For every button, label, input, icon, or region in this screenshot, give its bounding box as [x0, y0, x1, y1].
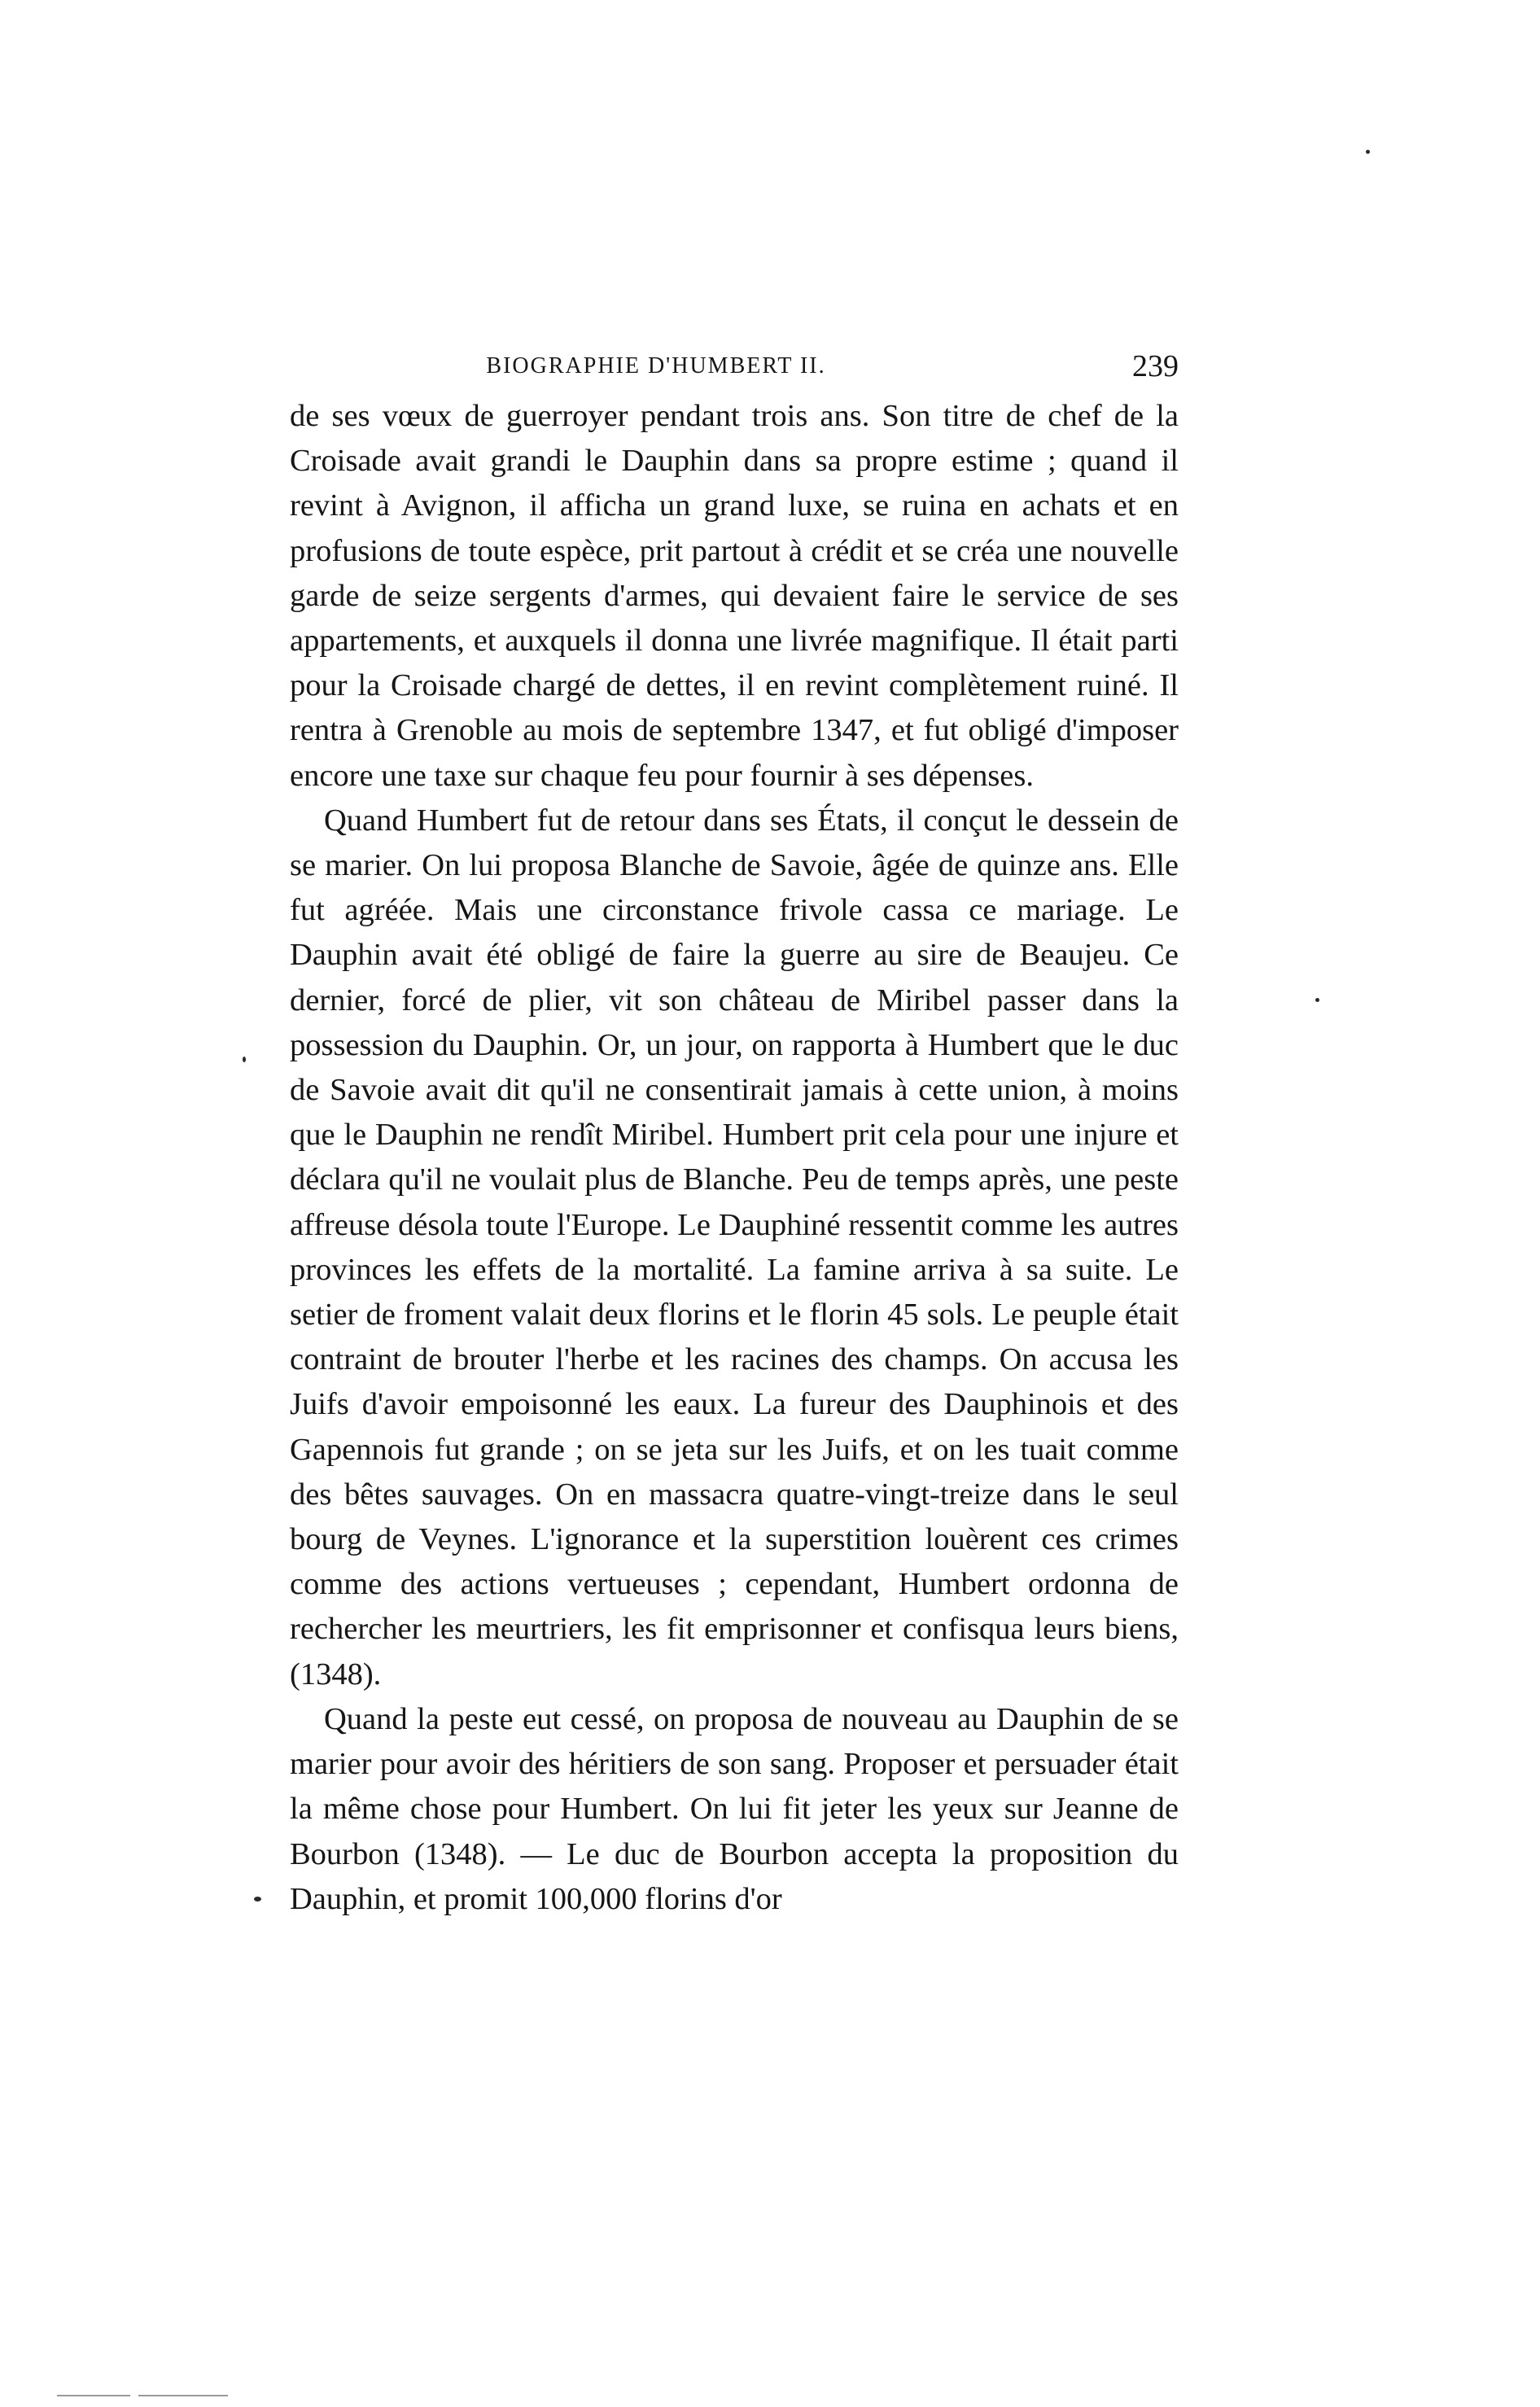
- scan-speck: [1366, 150, 1370, 154]
- paragraph-1: de ses vœux de guerroyer pendant trois ans. Son titre de chef de la Croisade avait grandi le Dauphin dans sa propre estime ; quand il revint à Avignon, il afficha un grand luxe, se ruina en achats et en profusions de toute espèce, prit partout à crédit et se créa une nouvelle garde de seize sergents d'armes, qui devaient faire le service de ses appartements, et auxquels il donna une livrée magnifique. Il était parti pour la Croisade chargé de dettes, il en revint complètement ruiné. Il rentra à Grenoble au mois de septembre 1347, et fut obligé d'imposer encore une taxe sur chaque feu pour fournir à ses dépenses.: [290, 399, 1179, 793]
- paragraph-2: Quand Humbert fut de retour dans ses États, il conçut le dessein de se marier. On lui proposa Blanche de Savoie, âgée de quinze ans. Elle fut agréée. Mais une circonstance frivole cassa ce mariage. Le Dauphin avait été obligé de faire la guerre au sire de Beaujeu. Ce dernier, forcé de plier, vit son château de Miribel passer dans la possession du Dauphin. Or, un jour, on rapporta à Humbert que le duc de Savoie avait dit qu'il ne consentirait jamais à cette union, à moins que le Dauphin ne rendît Miribel. Humbert prit cela pour une injure et déclara qu'il ne voulait plus de Blanche. Peu de temps après, une peste affreuse désola toute l'Europe. Le Dauphiné ressentit comme les autres provinces les effets de la mortalité. La famine arriva à sa suite. Le setier de froment valait deux florins et le florin 45 sols. Le peuple était contraint de brouter l'herbe et les racines des champs. On accusa les Juifs d'avoir empoisonné les eaux. La fureur des Dauphinois et des Gapennois fut grande ; on se jeta sur les Juifs, et on les tuait comme des bêtes sauvages. On en massacra quatre-vingt-treize dans le seul bourg de Veynes. L'ignorance et la superstition louèrent ces crimes comme des actions vertueuses ; cependant, Humbert ordonna de rechercher les meurtriers, les fit emprisonner et confisqua leurs biens, (1348).: [290, 803, 1179, 1691]
- page-number: 239: [1132, 349, 1179, 383]
- scan-edge-mark: [57, 2395, 130, 2396]
- page-header: [290, 348, 1179, 387]
- scan-speck: [1315, 998, 1319, 1002]
- scan-speck: [254, 1897, 261, 1902]
- running-title: BIOGRAPHIE D'HUMBERT II.: [486, 353, 826, 379]
- scan-speck: [243, 1057, 246, 1062]
- paragraph-3: Quand la peste eut cessé, on proposa de nouveau au Dauphin de se marier pour avoir des héritiers de son sang. Proposer et persuader était la même chose pour Humbert. On lui fit jeter les yeux sur Jeanne de Bourbon (1348). — Le duc de Bourbon accepta la proposition du Dauphin, et promit 100,000 florins d'or: [290, 1701, 1179, 1916]
- scan-edge-mark: [138, 2395, 228, 2396]
- body-text: [290, 394, 1179, 1922]
